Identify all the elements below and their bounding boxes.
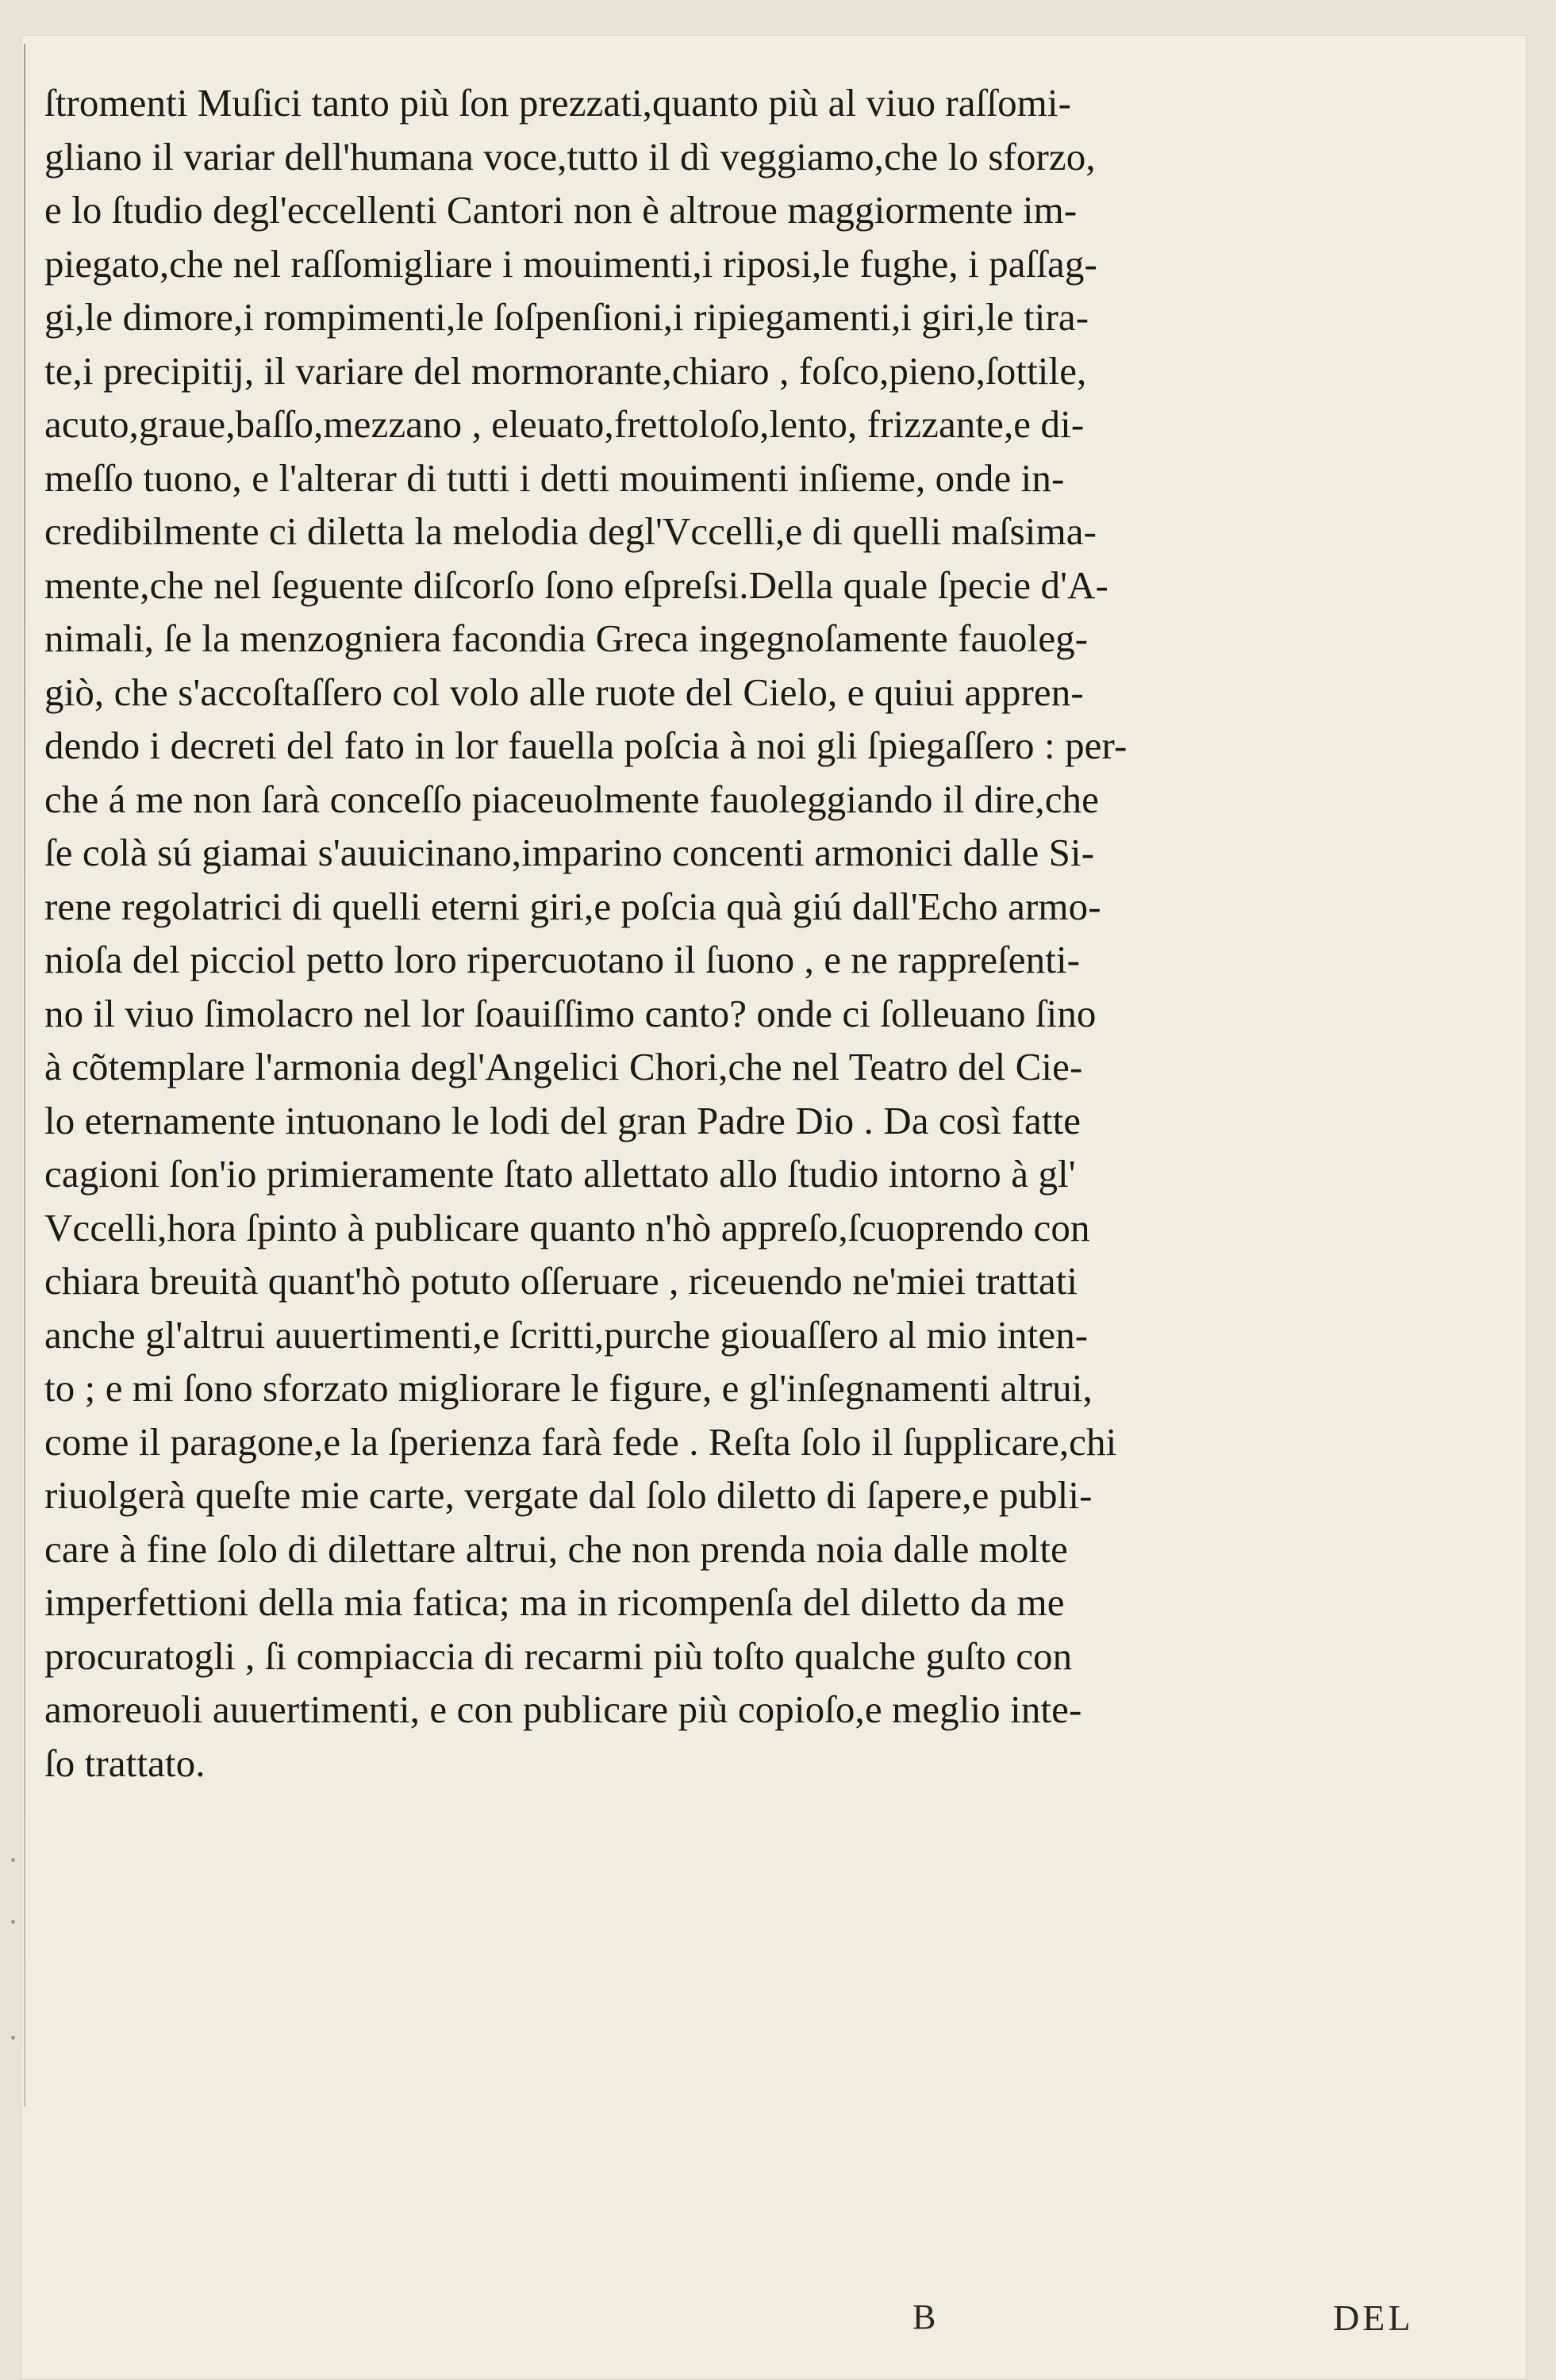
text-line: gliano il variar dell'humana voce,tutto il dì veggiamo,che lo sforzo,	[44, 134, 1096, 178]
text-line: ſtromenti Muſici tanto più ſon prezzati,quanto più al viuo raſſomi-	[44, 81, 1072, 125]
text-line: nimali, ſe la menzogniera facondia Greca ingegnoſamente fauoleg-	[44, 616, 1089, 660]
text-line: gi,le dimore,i rompimenti,le ſoſpenſioni,i ripiegamenti,i giri,le tira-	[44, 295, 1089, 339]
text-line: acuto,graue,baſſo,mezzano , eleuato,frettoloſo,lento, frizzante,e di-	[44, 402, 1085, 446]
text-line: piegato,che nel raſſomigliare i mouimenti,i riposi,le fughe, i paſſag-	[44, 241, 1097, 286]
text-line: ſo trattato.	[44, 1741, 206, 1785]
body-text	[44, 76, 1506, 1790]
text-line: imperfettioni della mia fatica; ma in ricompenſa del diletto da me	[44, 1580, 1065, 1624]
text-line: lo eternamente intuonano le lodi del gran Padre Dio . Da così fatte	[44, 1098, 1082, 1142]
margin-rule	[24, 44, 25, 2106]
text-line: anche gl'altrui auuertimenti,e ſcritti,purche giouaſſero al mio inten-	[44, 1312, 1089, 1357]
page-footer	[0, 2297, 1556, 2360]
text-line: che á me non ſarà conceſſo piaceuolmente fauoleggiando il dire,che	[44, 777, 1100, 821]
text-line: chiara breuità quant'hò potuto oſſeruare , riceuendo ne'miei trattati	[44, 1259, 1078, 1303]
text-line: ſe colà sú giamai s'auuicinano,imparino concenti armonici dalle Si-	[44, 831, 1095, 874]
text-line: no il viuo ſimolacro nel lor ſoauiſſimo canto? onde ci ſolleuano ſino	[44, 991, 1097, 1035]
text-line: rene regolatrici di quelli eterni giri,e poſcia quà giú dall'Echo armo-	[44, 884, 1101, 928]
text-line: credibilmente ci diletta la melodia degl'Vccelli,e di quelli maſsima-	[44, 509, 1097, 553]
text-line: to ; e mi ſono sforzato migliorare le figure, e gl'inſegnamenti altrui,	[44, 1366, 1093, 1410]
text-line: Vccelli,hora ſpinto à publicare quanto n'hò appreſo,ſcuoprendo con	[44, 1205, 1090, 1250]
ink-speck	[11, 2036, 15, 2040]
text-line: care à fine ſolo di dilettare altrui, che non prenda noia dalle molte	[44, 1526, 1068, 1571]
text-line: mente,che nel ſeguente diſcorſo ſono eſpreſsi.Della quale ſpecie d'A-	[44, 562, 1108, 607]
text-line: cagioni ſon'io primieramente ſtato allettato allo ſtudio intorno à gl'	[44, 1152, 1076, 1196]
ink-speck	[11, 1920, 15, 1924]
text-line: te,i precipitij, il variare del mormorante,chiaro , foſco,pieno,ſottile,	[44, 348, 1087, 393]
text-line: e lo ſtudio degl'eccellenti Cantori non è altroue maggiormente im-	[44, 188, 1078, 232]
text-line: meſſo tuono, e l'alterar di tutti i detti mouimenti inſieme, onde in-	[44, 455, 1065, 500]
catchword: DEL	[1333, 2297, 1414, 2338]
text-line: giò, che s'accoſtaſſero col volo alle ruote del Cielo, e quiui appren-	[44, 670, 1084, 714]
text-line: à cõtemplare l'armonia degl'Angelici Chori,che nel Teatro del Cie-	[44, 1045, 1083, 1088]
text-line: riuolgerà queſte mie carte, vergate dal ſolo diletto di ſapere,e publi-	[44, 1473, 1093, 1517]
text-line: nioſa del picciol petto loro ripercuotano il ſuono , e ne rappreſenti-	[44, 938, 1081, 981]
ink-speck	[11, 1858, 15, 1862]
text-line: come il paragone,e la ſperienza farà fede . Reſta ſolo il ſupplicare,chi	[44, 1419, 1117, 1464]
signature-mark: B	[912, 2297, 936, 2336]
text-line: amoreuoli auuertimenti, e con publicare più copioſo,e meglio inte-	[44, 1687, 1082, 1731]
text-line: dendo i decreti del fato in lor fauella poſcia à noi gli ſpiegaſſero : per-	[44, 724, 1128, 767]
text-line: procuratogli , ſi compiaccia di recarmi più toſto qualche guſto con	[44, 1633, 1073, 1678]
